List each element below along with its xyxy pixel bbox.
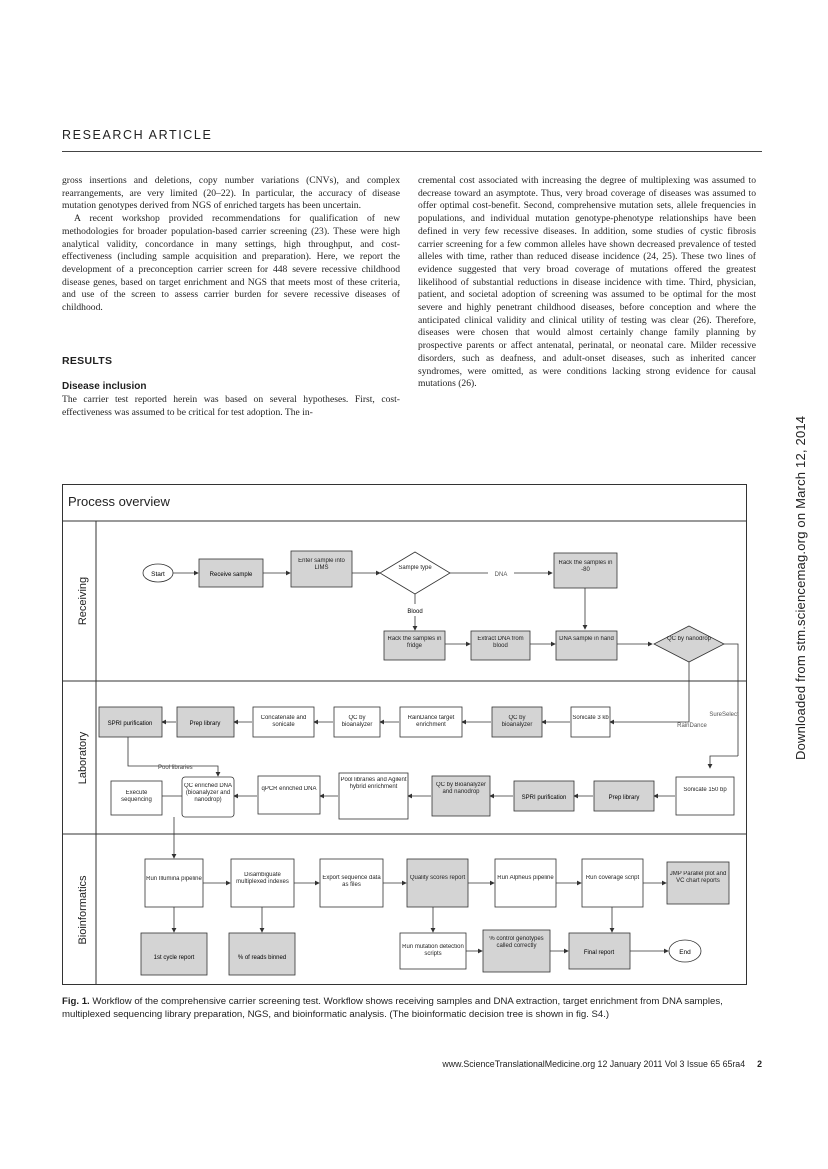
figure-caption <box>62 995 762 1021</box>
process-overview-figure <box>62 484 747 985</box>
reads-binned-label: % of reads binned <box>237 955 287 961</box>
sample-type-label: Sample type <box>398 565 432 571</box>
header-rule <box>62 151 762 152</box>
spri-1-label: SPRI purification <box>107 721 153 727</box>
caption-text: Workflow of the comprehensive carrier screening test. Workflow shows receiving samples and DNA extraction, target enrichment from DNA samples, multiplexed sequencing library preparation, NGS, and bioinformatic analysis. (The bioinformatic decision tree is shown in fig. S4.) <box>62 996 723 1020</box>
concat-sonicate-label: Concatenate and sonicate <box>260 715 307 728</box>
right-column <box>418 175 756 391</box>
disambiguate-label: Disambiguate multiplexed indexes <box>236 872 289 885</box>
run-illumina-label: Run Illumina pipeline <box>146 876 202 882</box>
qc-bioanalyzer-1-label: QC by bioanalyzer <box>341 715 373 728</box>
run-coverage-label: Run coverage script <box>585 875 640 881</box>
run-alpheus-label: Run Alpheus pipeline <box>497 875 554 881</box>
rack-minus80-label: Rack the samples in -80 <box>558 560 613 573</box>
sureselect-branch-label: SureSelect <box>709 712 739 718</box>
lane-laboratory: Laboratory <box>77 731 89 785</box>
start-label: Start <box>151 571 165 578</box>
left-paragraph-3: The carrier test reported herein was based on several hypotheses. First, cost-effectiveness was assumed to be critical for test adoption. The in- <box>62 394 400 418</box>
extract-dna-label: Extract DNA from blood <box>477 636 524 649</box>
sonicate-3kb-label: Sonicate 3 kb <box>572 715 609 721</box>
blood-branch-label: Blood <box>407 609 423 615</box>
end-label: End <box>679 949 691 956</box>
left-paragraph-1: gross insertions and deletions, copy number variations (CNVs), and complex rearrangements, are very limited (20–22). In particular, the accuracy of disease mutation genotypes derived from NGS of enriched targets has been uncertain. <box>62 175 400 212</box>
disease-inclusion-heading: Disease inclusion <box>62 381 147 393</box>
receive-sample-label: Receive sample <box>209 572 253 578</box>
quality-scores-label: Quality scores report <box>409 875 466 881</box>
enter-lims-label: Enter sample into LIMS <box>298 558 345 571</box>
results-heading: RESULTS <box>62 354 113 367</box>
page-footer <box>442 1059 762 1069</box>
pool-libraries-label: Pool libraries <box>158 765 193 771</box>
pct-control-label: % control genotypes called correctly <box>489 936 544 949</box>
raindance-branch-label: RainDance <box>677 723 707 729</box>
flowchart-svg <box>62 484 747 985</box>
lane-bioinformatics: Bioinformatics <box>77 875 89 945</box>
dna-branch-label: DNA <box>494 572 508 578</box>
left-column <box>62 175 400 420</box>
first-cycle-box <box>141 933 207 975</box>
execute-seq-label: Execute sequencing <box>121 790 152 803</box>
dna-in-hand-label: DNA sample in hand <box>559 636 614 642</box>
qc-bio-nano-label: QC by Bioanalyzer and nanodrop <box>435 782 487 795</box>
raindance-enrichment-label: RainDance target enrichment <box>407 715 455 728</box>
spri-2-label: SPRI purification <box>521 795 567 801</box>
figure-title: Process overview <box>68 494 170 509</box>
qc-bioanalyzer-2-label: QC by bioanalyzer <box>501 715 533 728</box>
qc-enriched-label: QC enriched DNA (bioanalyzer and nanodrop) <box>183 783 233 803</box>
export-seq-label: Export sequence data as files <box>322 875 381 888</box>
section-label: RESEARCH ARTICLE <box>62 128 213 142</box>
footer-citation: www.ScienceTranslationalMedicine.org 12 January 2011 Vol 3 Issue 65 65ra4 <box>442 1059 746 1069</box>
final-report-label: Final report <box>583 950 615 956</box>
jmp-plot-label: JMP Parallel plot and VC chart reports <box>669 871 727 884</box>
run-mutation-label: Run mutation detection scripts <box>402 944 464 957</box>
left-paragraph-2: A recent workshop provided recommendations for qualification of new methodologies for broader population-based carrier screening (23). These were high analytical validity, concordance in many settings, high throughput, and cost-effectiveness (including sample acquisition and preparation). Here, we report the development of a preconception carrier screen for 448 severe recessive childhood disease genes, based on target enrichment and NGS that meets most of these criteria, and use of the screen to assess carrier burden for severe recessive diseases of childhood. <box>62 213 400 314</box>
caption-label: Fig. 1. <box>62 996 90 1007</box>
prep-library-2-label: Prep library <box>608 795 640 801</box>
sonicate-150-label: Sonicate 150 bp <box>683 787 727 793</box>
rack-fridge-label: Rack the samples in fridge <box>387 636 442 649</box>
pool-agilent-label: Pool libraries and Agilent hybrid enrichment <box>340 777 407 790</box>
lane-receiving: Receiving <box>77 576 89 626</box>
qpcr-label: qPCR enriched DNA <box>261 786 317 792</box>
right-paragraph-1: cremental cost associated with increasing the degree of multiplexing was assumed to decrease toward an asymptote. Thus, very broad coverage of diseases was assumed to offer optimal cost-benefit. Second, comprehensive mutation sets, allele frequencies in populations, and individual mutation genotype-phenotype relationships have been defined in very few recessive diseases. In addition, some studies of cystic fibrosis carrier screening for a few common alleles have shown decreased prevalence of tested alleles with time, rather than reduced disease incidence (24, 25). These two lines of evidence suggested that very broad coverage of mutations offered the greatest likelihood of substantial reductions in disease incidence with time. Third, physician, patient, and societal adoption of screening was assumed to be optimal for the most severe and highly penetrant childhood diseases, before conception and where the anticipated clinical validity and clinical utility of testing was clear (26). Therefore, diseases were chosen that would almost certainly change family planning by prospective parents or affect antenatal, perinatal, or neonatal care. Milder recessive disorders, such as deafness, and adult-onset diseases, such as inherited cancer syndromes, were omitted, as were conditions lacking strong evidence for causal mutations (26). <box>418 175 756 390</box>
prep-library-1-label: Prep library <box>189 721 221 727</box>
qc-nanodrop-label: QC by nanodrop <box>666 636 712 642</box>
page-number: 2 <box>757 1059 762 1069</box>
reads-binned-box <box>229 933 295 975</box>
first-cycle-label: 1st cycle report <box>153 955 195 961</box>
download-note[interactable]: Downloaded from stm.sciencemag.org on March 12, 2014 <box>793 415 808 760</box>
